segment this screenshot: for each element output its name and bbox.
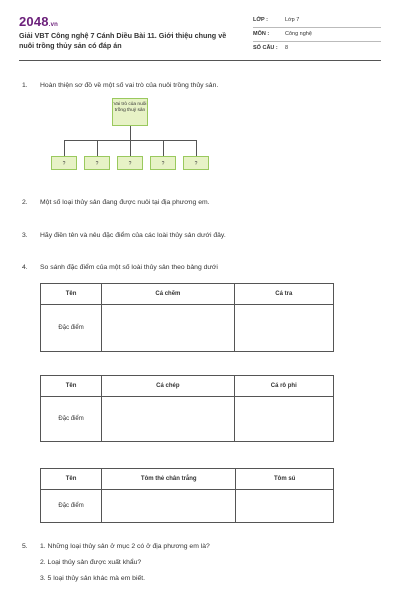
table-header-row	[41, 284, 334, 305]
diagram-connector	[130, 140, 131, 156]
site-logo[interactable]	[19, 14, 58, 29]
table-row-label: Đặc điểm	[41, 397, 102, 442]
table-cell[interactable]	[234, 305, 333, 352]
diagram-connector	[196, 140, 197, 156]
diagram-leaf: ?	[183, 156, 209, 170]
diagram-connector	[97, 140, 98, 156]
table-row-label: Đặc điểm	[41, 305, 102, 352]
comparison-table-2	[40, 375, 334, 442]
table-cell[interactable]	[102, 397, 234, 442]
table-row-label: Đặc điểm	[41, 490, 102, 523]
diagram-leaf: ?	[150, 156, 176, 170]
table-row	[41, 305, 334, 352]
table-cell[interactable]	[234, 397, 333, 442]
meta-key: LỚP :	[253, 17, 268, 23]
meta-key: MÔN :	[253, 31, 270, 37]
comparison-table-1	[40, 283, 334, 352]
table-header-row	[41, 469, 334, 490]
question-1: 1. Hoàn thiện sơ đồ về một số vai trò của nuôi trồng thủy sản.	[22, 82, 219, 89]
table-cell[interactable]	[236, 490, 334, 523]
header-divider	[19, 60, 381, 61]
meta-row-class	[253, 14, 381, 28]
meta-row-subject	[253, 28, 381, 42]
question-4: 4. So sánh đặc điểm của một số loài thủy sản theo bảng dưới	[22, 264, 218, 271]
logo-tld: .vn	[48, 22, 59, 28]
table-header-cell: Cá rô phi	[234, 376, 333, 397]
question-2: 2. Một số loại thủy sản đang được nuôi tại địa phương em.	[22, 199, 210, 206]
diagram-connector	[64, 140, 65, 156]
table-header-cell: Tên	[41, 376, 102, 397]
diagram-leaf: ?	[117, 156, 143, 170]
table-header-cell: Tôm sú	[236, 469, 334, 490]
meta-value: 8	[285, 45, 289, 51]
diagram-connector	[163, 140, 164, 156]
question-5: 5. 1. Những loại thủy sản ở mục 2 có ở địa phương em là?	[22, 543, 210, 550]
diagram-root: Vai trò của nuôi trồng thuỷ sản	[112, 98, 148, 126]
meta-key: SỐ CÂU :	[253, 45, 278, 51]
meta-value: Công nghệ	[285, 31, 312, 37]
question-5-sub: 2. Loại thủy sản được xuất khẩu?	[40, 559, 142, 566]
diagram-connector	[130, 126, 131, 140]
question-5-sub: 3. 5 loại thủy sản khác mà em biết.	[40, 575, 146, 582]
diagram-leaf: ?	[84, 156, 110, 170]
table-header-row	[41, 376, 334, 397]
table-header-cell: Tôm thẻ chân trắng	[102, 469, 236, 490]
question-3: 3. Hãy điền tên và nêu đặc điểm của các loài thủy sản dưới đây.	[22, 232, 226, 239]
table-cell[interactable]	[102, 490, 236, 523]
table-header-cell: Cá tra	[234, 284, 333, 305]
meta-row-count	[253, 42, 381, 55]
table-header-cell: Tên	[41, 469, 102, 490]
meta-value: Lớp 7	[285, 17, 300, 23]
comparison-table-3	[40, 468, 334, 523]
table-header-cell: Cá chép	[102, 376, 234, 397]
table-row	[41, 397, 334, 442]
table-header-cell: Cá chẽm	[102, 284, 234, 305]
table-row	[41, 490, 334, 523]
page-title: Giải VBT Công nghệ 7 Cánh Diều Bài 11. Giới thiệu chung về nuôi trồng thủy sản có đáp án	[19, 31, 227, 50]
diagram-leaf: ?	[51, 156, 77, 170]
table-header-cell: Tên	[41, 284, 102, 305]
table-cell[interactable]	[102, 305, 234, 352]
logo-main: 2048	[19, 14, 49, 29]
meta-panel	[253, 14, 381, 55]
